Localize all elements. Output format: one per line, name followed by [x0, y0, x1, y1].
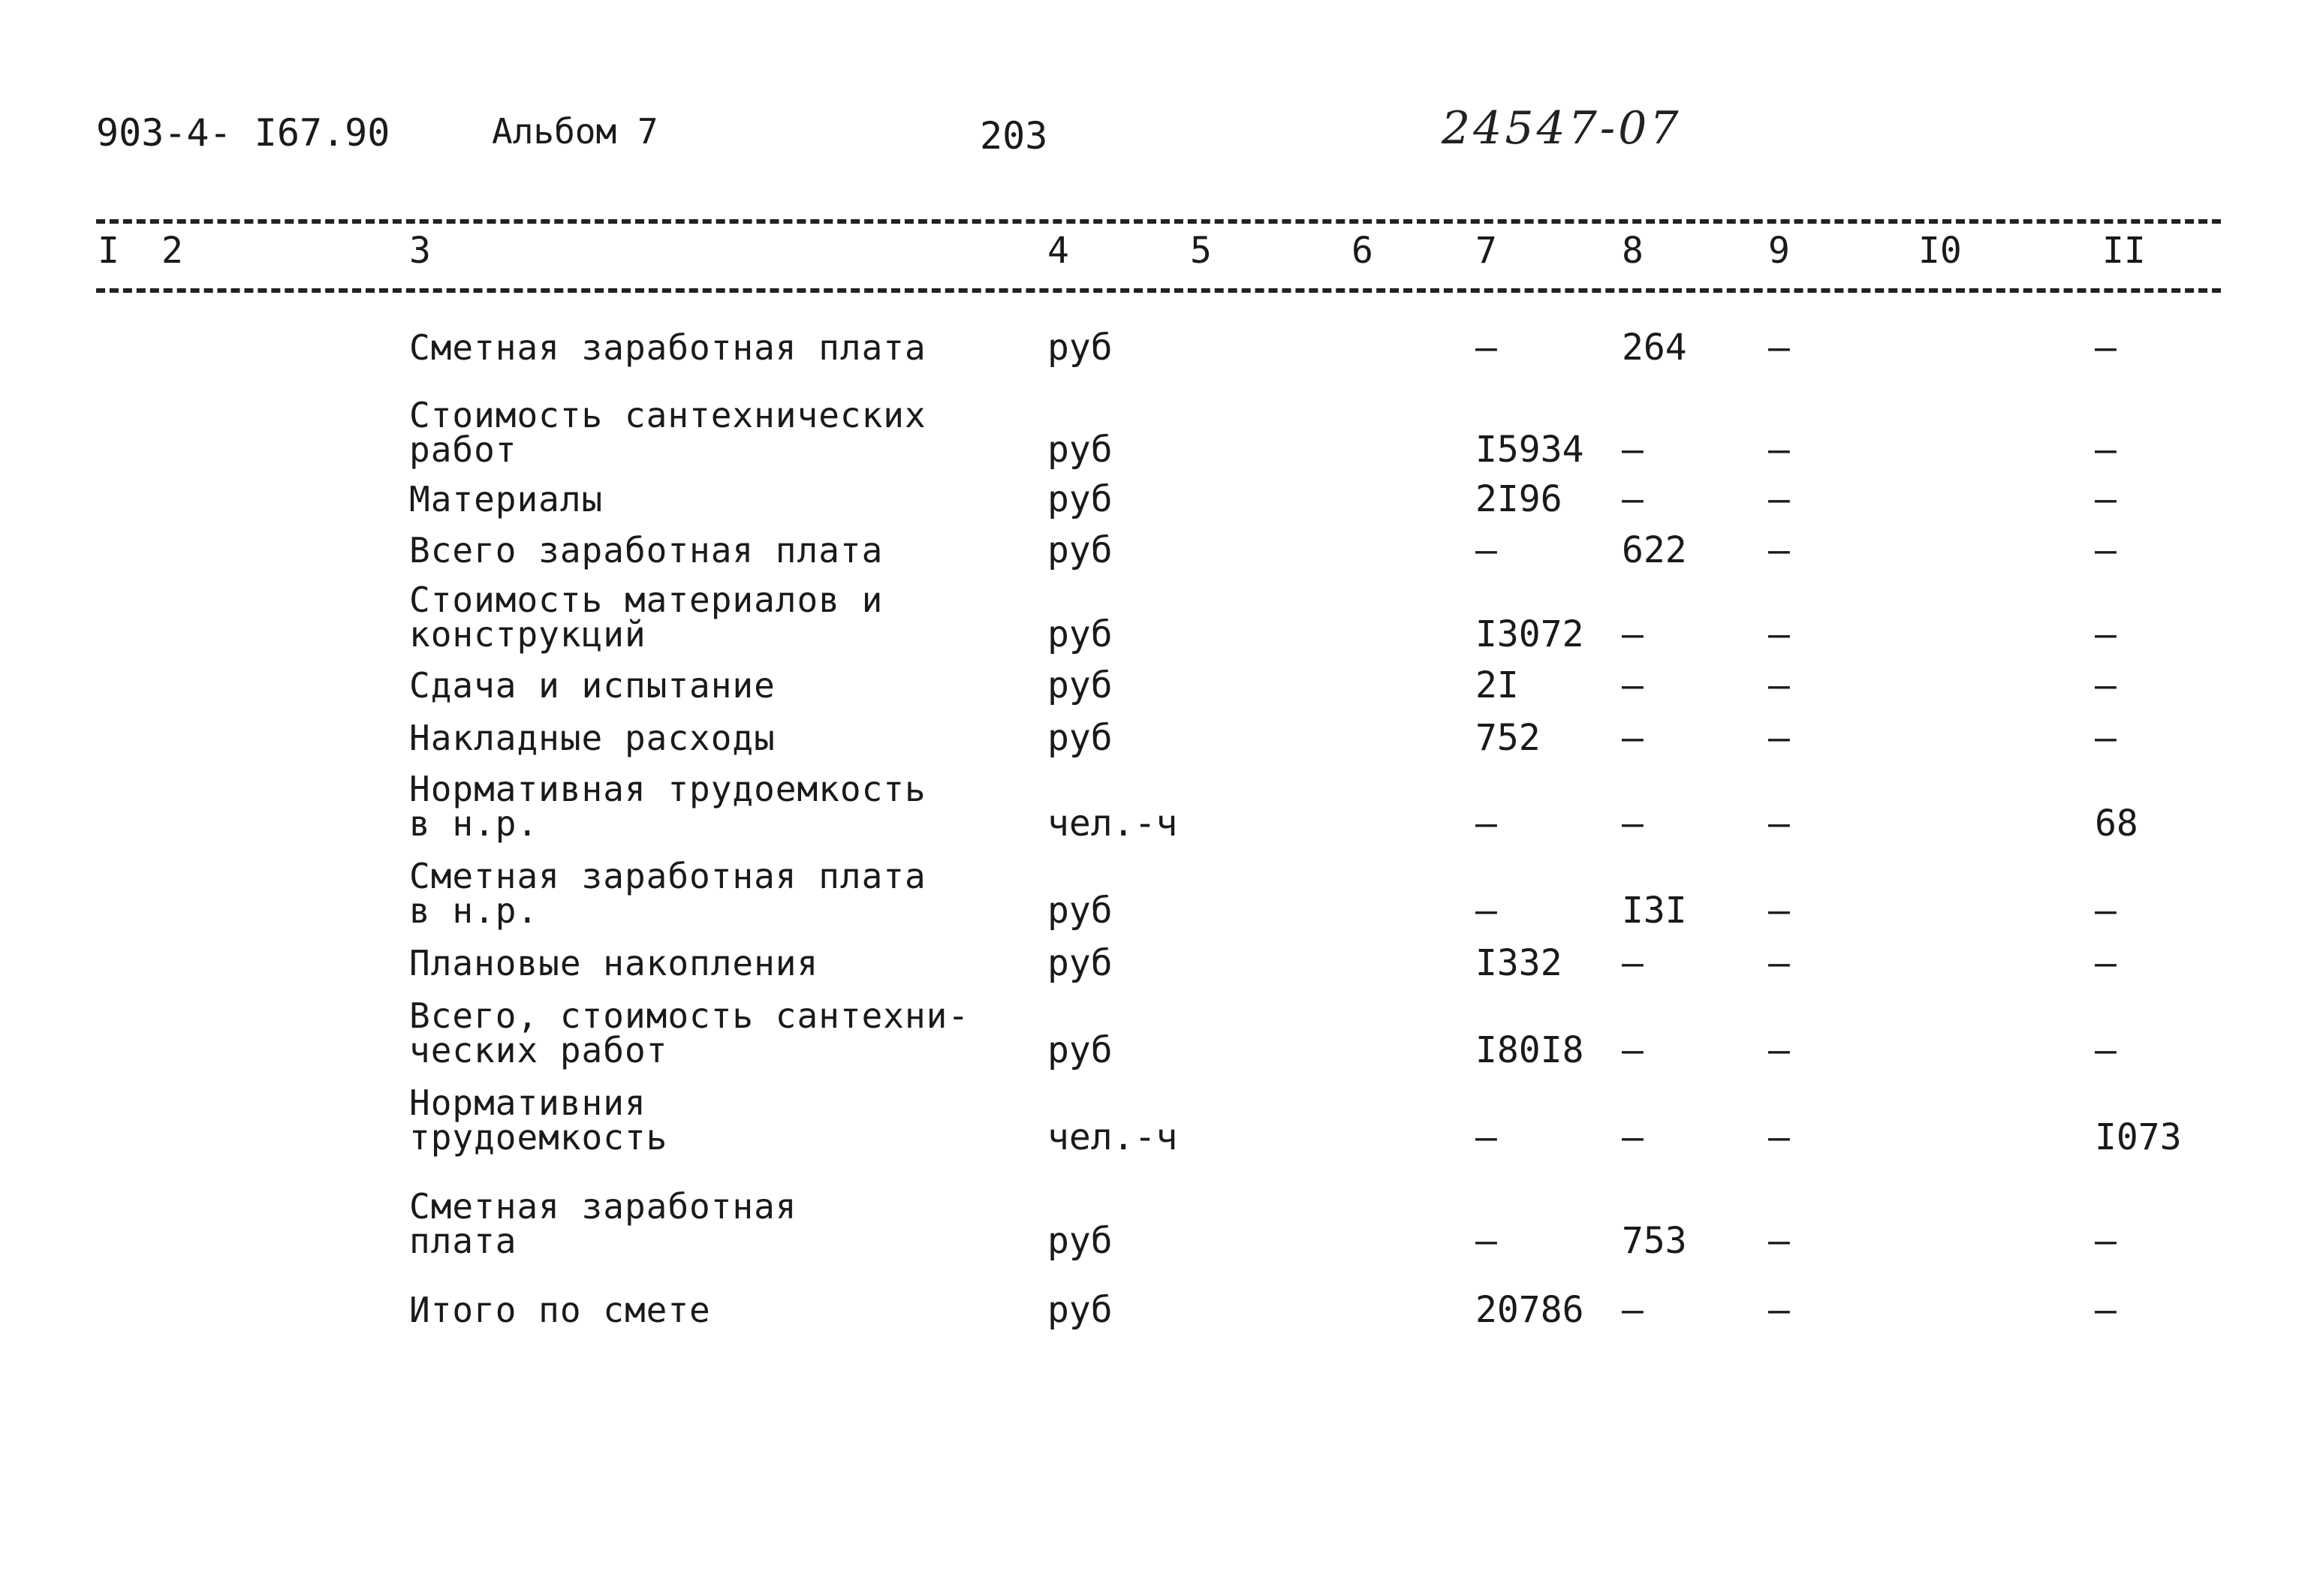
row-description: конструкций — [409, 614, 646, 655]
row-col-9: – — [1768, 803, 1790, 845]
row-description: Нормативная трудоемкость — [409, 769, 927, 809]
row-col-8: – — [1622, 613, 1644, 655]
row-col-9: – — [1768, 1289, 1790, 1331]
row-col-7: – — [1475, 529, 1497, 571]
row-col-7: I3072 — [1475, 613, 1584, 655]
row-col-9: – — [1768, 613, 1790, 655]
column-number-7: 7 — [1475, 230, 1497, 272]
row-col-8: 264 — [1622, 327, 1687, 369]
row-col-7: – — [1475, 327, 1497, 369]
column-number-5: 5 — [1190, 230, 1212, 272]
album-label: Альбом 7 — [492, 111, 658, 152]
row-col-9: – — [1768, 529, 1790, 571]
row-unit: руб — [1047, 1029, 1113, 1071]
row-col-11: – — [2095, 1029, 2117, 1071]
row-col-8: – — [1622, 1289, 1644, 1331]
row-unit: руб — [1047, 429, 1113, 471]
row-description: Стоимость материалов и — [409, 580, 884, 620]
row-col-11: – — [2095, 529, 2117, 571]
row-col-9: – — [1768, 942, 1790, 984]
row-col-9: – — [1768, 664, 1790, 706]
column-number-3: 3 — [409, 230, 431, 272]
row-description: трудоемкость — [409, 1117, 668, 1158]
column-number-9: 9 — [1768, 230, 1790, 272]
document-code: 903-4- I67.90 — [96, 111, 390, 155]
row-col-7: – — [1475, 890, 1497, 932]
row-col-9: – — [1768, 1220, 1790, 1262]
row-col-7: 20786 — [1475, 1289, 1584, 1331]
row-unit: руб — [1047, 478, 1113, 520]
row-col-8: – — [1622, 942, 1644, 984]
row-col-11: – — [2095, 1220, 2117, 1262]
row-col-7: – — [1475, 1220, 1497, 1262]
page-number: 203 — [980, 114, 1048, 158]
row-col-11: – — [2095, 942, 2117, 984]
row-unit: руб — [1047, 942, 1113, 984]
row-description: работ — [409, 429, 517, 470]
row-description: в н.р. — [409, 890, 539, 931]
row-col-8: – — [1622, 429, 1644, 471]
row-col-9: – — [1768, 1116, 1790, 1158]
column-number-4: 4 — [1047, 230, 1069, 272]
column-number-2: 2 — [161, 230, 183, 272]
column-number-1: I — [98, 230, 119, 272]
row-col-7: – — [1475, 1116, 1497, 1158]
row-col-11: I073 — [2095, 1116, 2182, 1158]
row-description: Сдача и испытание — [409, 665, 776, 706]
row-col-8: 753 — [1622, 1220, 1687, 1262]
header-rule-bottom — [96, 288, 2221, 293]
row-col-7: I80I8 — [1475, 1029, 1584, 1071]
row-col-9: – — [1768, 478, 1790, 520]
row-description: Всего, стоимость сантехни- — [409, 995, 970, 1036]
row-col-8: I3I — [1622, 890, 1687, 932]
row-col-7: – — [1475, 803, 1497, 845]
column-number-8: 8 — [1622, 230, 1644, 272]
row-col-11: – — [2095, 327, 2117, 369]
row-col-9: – — [1768, 327, 1790, 369]
column-number-11: II — [2102, 230, 2146, 272]
row-description: в н.р. — [409, 803, 539, 844]
row-col-11: – — [2095, 717, 2117, 759]
header-rule-top — [96, 219, 2221, 224]
row-col-7: I332 — [1475, 942, 1562, 984]
row-col-11: – — [2095, 478, 2117, 520]
row-col-11: 68 — [2095, 803, 2138, 845]
row-unit: чел.-ч — [1047, 1116, 1178, 1158]
row-unit: руб — [1047, 717, 1113, 759]
column-number-10: I0 — [1918, 230, 1962, 272]
row-description: Нормативния — [409, 1083, 646, 1123]
row-description: Стоимость сантехнических — [409, 395, 927, 435]
column-number-6: 6 — [1351, 230, 1373, 272]
row-col-9: – — [1768, 429, 1790, 471]
row-description: Сметная заработная плата — [409, 856, 927, 896]
row-col-7: 2I96 — [1475, 478, 1562, 520]
row-col-8: – — [1622, 664, 1644, 706]
row-col-9: – — [1768, 890, 1790, 932]
row-description: Материалы — [409, 479, 604, 519]
row-col-8: – — [1622, 717, 1644, 759]
inventory-number: 24547-07 — [1442, 102, 1682, 155]
row-col-8: – — [1622, 803, 1644, 845]
row-description: Сметная заработная плата — [409, 327, 927, 368]
row-col-11: – — [2095, 429, 2117, 471]
row-col-11: – — [2095, 1289, 2117, 1331]
row-unit: чел.-ч — [1047, 803, 1178, 845]
row-col-8: – — [1622, 1029, 1644, 1071]
row-col-11: – — [2095, 613, 2117, 655]
row-col-7: 752 — [1475, 717, 1541, 759]
row-unit: руб — [1047, 613, 1113, 655]
row-unit: руб — [1047, 890, 1113, 932]
row-unit: руб — [1047, 1289, 1113, 1331]
row-col-7: 2I — [1475, 664, 1519, 706]
row-unit: руб — [1047, 664, 1113, 706]
row-unit: руб — [1047, 529, 1113, 571]
row-unit: руб — [1047, 327, 1113, 369]
row-description: плата — [409, 1221, 517, 1261]
row-description: Сметная заработная — [409, 1186, 797, 1227]
row-description: Всего заработная плата — [409, 530, 884, 571]
row-description: Накладные расходы — [409, 718, 776, 758]
row-col-8: – — [1622, 1116, 1644, 1158]
row-col-9: – — [1768, 1029, 1790, 1071]
row-description: Плановые накопления — [409, 943, 819, 983]
row-unit: руб — [1047, 1220, 1113, 1262]
row-description: Итого по смете — [409, 1290, 711, 1330]
row-col-9: – — [1768, 717, 1790, 759]
row-col-11: – — [2095, 890, 2117, 932]
row-col-11: – — [2095, 664, 2117, 706]
row-col-7: I5934 — [1475, 429, 1584, 471]
row-col-8: 622 — [1622, 529, 1687, 571]
row-col-8: – — [1622, 478, 1644, 520]
row-description: ческих работ — [409, 1030, 668, 1071]
